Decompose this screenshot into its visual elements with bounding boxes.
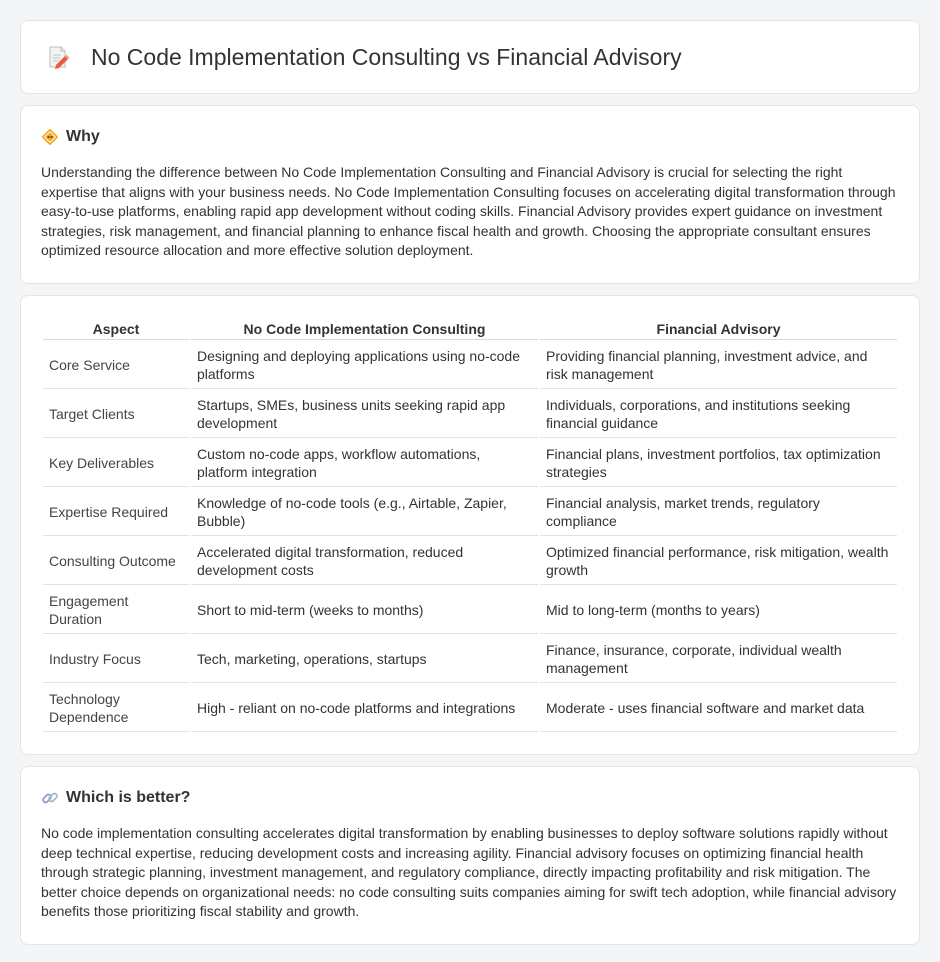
row-no-code: Knowledge of no-code tools (e.g., Airtable, Zapier, Bubble) [191, 489, 538, 536]
row-financial: Financial analysis, market trends, regulatory compliance [540, 489, 897, 536]
table-row [43, 685, 897, 732]
table-row [43, 538, 897, 585]
comparison-table [41, 318, 899, 734]
which-better-section [20, 766, 920, 945]
row-no-code: Short to mid-term (weeks to months) [191, 587, 538, 634]
header-no-code: No Code Implementation Consulting [191, 320, 538, 340]
header-financial: Financial Advisory [540, 320, 897, 340]
row-aspect: Engagement Duration [43, 587, 189, 634]
which-better-header [41, 789, 899, 807]
which-better-text: No code implementation consulting accelerates digital transformation by enabling businesses to deploy software solutions rapidly without deep technical expertise, reducing development costs and increasing agility. Financial advisory focuses on optimizing financial health through strategic planning, investment management, and regulatory compliance, directly impacting profitability and risk mitigation. The better choice depends on organizational needs: no code consulting suits companies aiming for swift tech adoption, while financial advisory benefits those prioritizing fiscal stability and growth. [41, 824, 897, 920]
row-no-code: Tech, marketing, operations, startups [191, 636, 538, 683]
header-aspect: Aspect [43, 320, 189, 340]
link-icon [41, 789, 59, 807]
row-aspect: Target Clients [43, 391, 189, 438]
row-no-code: Accelerated digital transformation, reduced development costs [191, 538, 538, 585]
row-no-code: Designing and deploying applications using no-code platforms [191, 342, 538, 389]
row-aspect: Expertise Required [43, 489, 189, 536]
row-financial: Individuals, corporations, and institutions seeking financial guidance [540, 391, 897, 438]
row-aspect: Core Service [43, 342, 189, 389]
table-row [43, 587, 897, 634]
why-section [20, 105, 920, 284]
row-no-code: Custom no-code apps, workflow automations, platform integration [191, 440, 538, 487]
row-aspect: Industry Focus [43, 636, 189, 683]
row-no-code: High - reliant on no-code platforms and integrations [191, 685, 538, 732]
table-row [43, 636, 897, 683]
memo-pencil-icon [45, 44, 71, 70]
row-no-code: Startups, SMEs, business units seeking rapid app development [191, 391, 538, 438]
table-row [43, 342, 897, 389]
row-financial: Optimized financial performance, risk mitigation, wealth growth [540, 538, 897, 585]
title-card [20, 20, 920, 94]
table-row [43, 440, 897, 487]
row-aspect: Key Deliverables [43, 440, 189, 487]
table-row [43, 391, 897, 438]
row-financial: Providing financial planning, investment advice, and risk management [540, 342, 897, 389]
why-text: Understanding the difference between No Code Implementation Consulting and Financial Advisory is crucial for selecting the right expertise that aligns with your business needs. No Code Implementation Consulting focuses on accelerating digital transformation through easy-to-use platforms, enabling rapid app development without coding skills. Financial Advisory provides expert guidance on investment strategies, risk management, and financial planning to enhance fiscal health and growth. Choosing the appropriate consultant ensures optimized resource allocation and more effective solution deployment. [41, 164, 896, 259]
comparison-table-card [20, 295, 920, 755]
row-financial: Mid to long-term (months to years) [540, 587, 897, 634]
row-financial: Financial plans, investment portfolios, tax optimization strategies [540, 440, 897, 487]
table-header-row [43, 320, 897, 340]
row-aspect: Technology Dependence [43, 685, 189, 732]
why-heading: Why [66, 128, 100, 145]
row-financial: Moderate - uses financial software and market data [540, 685, 897, 732]
which-better-heading: Which is better? [66, 788, 191, 806]
row-aspect: Consulting Outcome [43, 538, 189, 585]
why-header [41, 128, 899, 146]
row-financial: Finance, insurance, corporate, individual wealth management [540, 636, 897, 683]
page-title: No Code Implementation Consulting vs Financial Advisory [91, 43, 682, 70]
diamond-sign-icon [41, 128, 59, 146]
table-row [43, 489, 897, 536]
